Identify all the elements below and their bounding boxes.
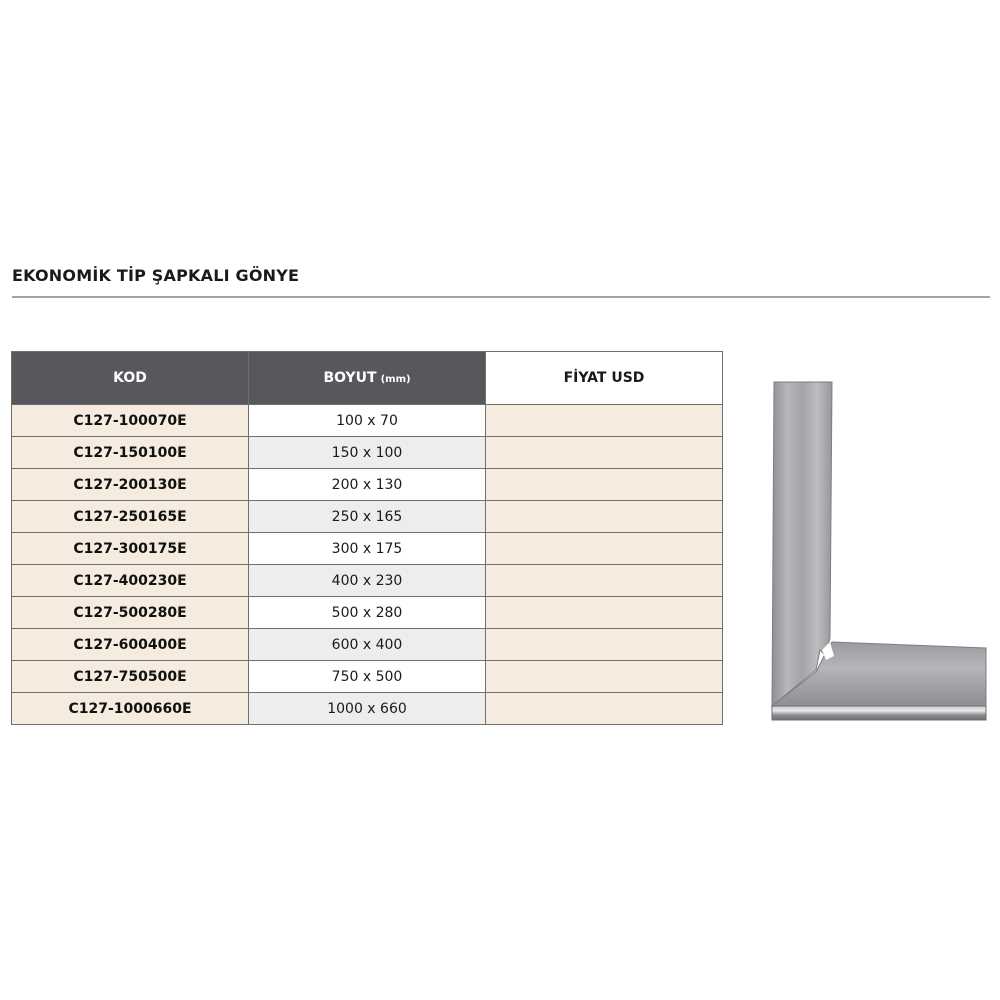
table-row xyxy=(12,629,723,661)
size-cell: 1000 x 660 xyxy=(249,693,486,725)
table-row xyxy=(12,469,723,501)
price-cell xyxy=(486,661,723,693)
table-row xyxy=(12,437,723,469)
page-title: EKONOMİK TİP ŞAPKALI GÖNYE xyxy=(12,266,300,285)
size-cell: 600 x 400 xyxy=(249,629,486,661)
price-cell xyxy=(486,501,723,533)
steel-square-icon xyxy=(770,380,988,722)
price-cell xyxy=(486,597,723,629)
price-cell xyxy=(486,405,723,437)
size-cell: 250 x 165 xyxy=(249,501,486,533)
header-size-label: BOYUT xyxy=(323,370,377,386)
table-row xyxy=(12,501,723,533)
code-cell: C127-150100E xyxy=(12,437,249,469)
product-table xyxy=(11,351,723,725)
table-row xyxy=(12,533,723,565)
header-code xyxy=(12,352,249,405)
code-cell: C127-100070E xyxy=(12,405,249,437)
price-cell xyxy=(486,629,723,661)
header-price xyxy=(486,352,723,405)
title-divider xyxy=(12,296,990,298)
table-row xyxy=(12,693,723,725)
table-header-row xyxy=(12,352,723,405)
size-cell: 150 x 100 xyxy=(249,437,486,469)
header-code-label: KOD xyxy=(113,370,147,386)
code-cell: C127-750500E xyxy=(12,661,249,693)
price-cell xyxy=(486,469,723,501)
header-size xyxy=(249,352,486,405)
header-size-unit: (mm) xyxy=(380,374,411,385)
price-cell xyxy=(486,693,723,725)
code-cell: C127-600400E xyxy=(12,629,249,661)
size-cell: 300 x 175 xyxy=(249,533,486,565)
code-cell: C127-250165E xyxy=(12,501,249,533)
header-price-label: FİYAT USD xyxy=(563,370,645,386)
price-cell xyxy=(486,437,723,469)
price-cell xyxy=(486,533,723,565)
code-cell: C127-300175E xyxy=(12,533,249,565)
price-cell xyxy=(486,565,723,597)
code-cell: C127-200130E xyxy=(12,469,249,501)
table-row xyxy=(12,661,723,693)
table-row xyxy=(12,597,723,629)
size-cell: 200 x 130 xyxy=(249,469,486,501)
table-row xyxy=(12,565,723,597)
size-cell: 400 x 230 xyxy=(249,565,486,597)
size-cell: 500 x 280 xyxy=(249,597,486,629)
size-cell: 750 x 500 xyxy=(249,661,486,693)
code-cell: C127-500280E xyxy=(12,597,249,629)
size-cell: 100 x 70 xyxy=(249,405,486,437)
code-cell: C127-1000660E xyxy=(12,693,249,725)
code-cell: C127-400230E xyxy=(12,565,249,597)
table-row xyxy=(12,405,723,437)
